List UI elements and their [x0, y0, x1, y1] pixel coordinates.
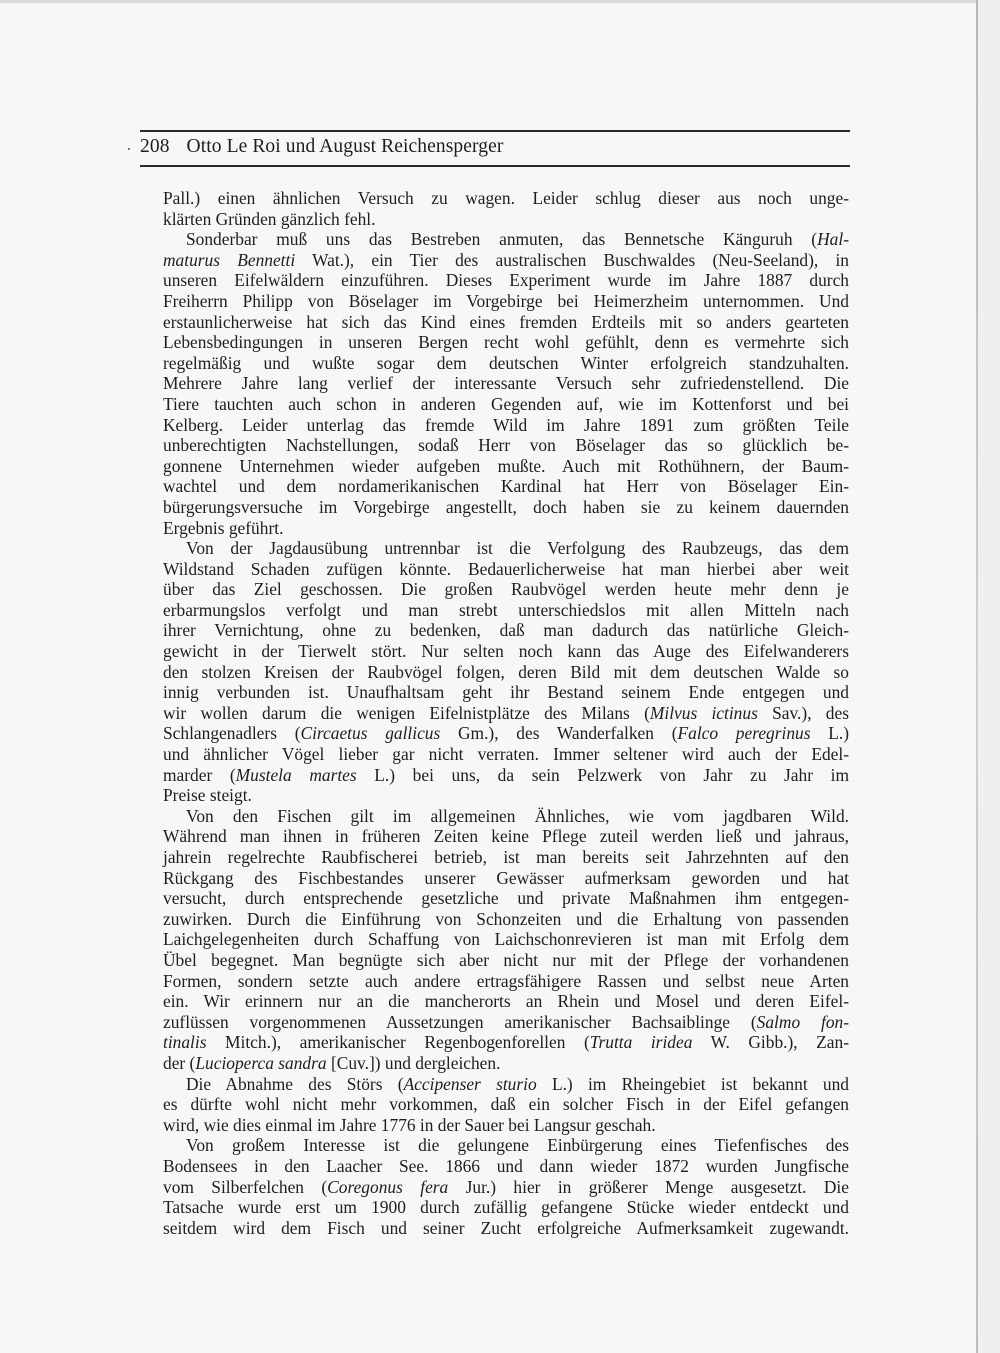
header-rule-top — [140, 130, 850, 132]
header-rule-bottom — [140, 165, 850, 167]
text-line: versucht, durch entsprechende gesetzliche und private Maßnahmen ihm entgegen- — [163, 888, 849, 909]
text-line: maturus Bennetti Wat.), ein Tier des australischen Buschwaldes (Neu-Seeland), in — [163, 249, 849, 270]
text-line: seitdem wird dem Fisch und seiner Zucht erfolgreiche Aufmerksamkeit zugewandt. — [163, 1217, 849, 1238]
text-line: innig verbunden ist. Unaufhaltsam geht ihr Bestand seinem Ende entgegen und — [163, 682, 849, 703]
text-line: marder (Mustela martes L.) bei uns, da sein Pelzwerk von Jahr zu Jahr im — [163, 764, 850, 785]
text-line: jahrein regelrechte Raubfischerei betrieb, ist man bereits seit Jahrzehnten auf den — [163, 847, 849, 867]
text-line: über das Ziel geschossen. Die großen Raubvögel werden heute mehr denn je — [163, 579, 849, 600]
text-line: Von der Jagdausübung untrennbar ist die Verfolgung des Raubzeugs, das dem — [186, 538, 849, 559]
text-line: unberechtigten Nachstellungen, sodaß Herr von Böselager das so glücklich be- — [163, 435, 849, 456]
page-number: 208 — [140, 136, 170, 157]
text-line: Von den Fischen gilt im allgemeinen Ähnliches, wie vom jagdbaren Wild. — [186, 805, 849, 826]
text-line: Bodensees in den Laacher See. 1866 und dann wieder 1872 wurden Jungfische — [163, 1155, 849, 1176]
text-line: Mehrere Jahre lang verlief der interessante Versuch sehr zufriedenstellend. Die — [163, 373, 849, 394]
text-line: Rückgang des Fischbestandes unserer Gewässer aufmerksam geworden und hat — [163, 867, 849, 888]
text-line: zuflüssen vorgenommenen Aussetzungen amerikanischer Bachsaiblinge (Salmo fon- — [163, 1011, 850, 1032]
scan-top-edge — [0, 0, 1000, 3]
text-line: Pall.) einen ähnlichen Versuch zu wagen. Leider schlug dieser aus noch unge- — [163, 188, 849, 208]
text-line: gewicht in der Tierwelt stört. Nur selten noch kann das Auge des Eifelwanderers — [163, 641, 849, 662]
text-line: Von großem Interesse ist die gelungene Einbürgerung eines Tiefenfisches des — [186, 1135, 849, 1156]
text-line: Tiere tauchten auch schon in anderen Gegenden auf, wie im Kottenforst und bei — [163, 393, 849, 414]
text-line: Die Abnahme des Störs (Accipenser sturio L.) im Rheingebiet ist bekannt und — [186, 1073, 849, 1094]
text-line: erbarmungslos verfolgt und man strebt unterschiedslos mit allen Mitteln nach — [163, 599, 849, 620]
scan-speck — [128, 148, 130, 150]
text-line: der (Lucioperca sandra [Cuv.]) und dergleichen. — [163, 1052, 501, 1073]
text-line: wir wollen darum die wenigen Eifelnistplätze des Milans (Milvus ictinus Sav.), des — [163, 702, 849, 723]
text-line: wachtel und dem nordamerikanischen Kardinal hat Herr von Böselager Ein- — [163, 476, 849, 497]
text-line: erstaunlicherweise hat sich das Kind eines fremden Erdteils mit so anders gearteten — [163, 311, 849, 332]
text-line: Lebensbedingungen in unseren Bergen recht wohl gefühlt, denn es vermehrte sich — [163, 332, 849, 353]
text-line: bürgerungsversuche im Vorgebirge angestellt, doch haben sie zu keinem dauernden — [163, 496, 849, 517]
text-line: Ergebnis geführt. — [163, 517, 284, 538]
running-header — [140, 136, 503, 158]
text-line: regelmäßig und wußte sogar dem deutschen Winter erfolgreich standzuhalten. — [163, 352, 849, 373]
text-line: Sonderbar muß uns das Bestreben anmuten, das Bennetsche Känguruh (Hal- — [186, 229, 849, 250]
text-line: Laichgelegenheiten durch Schaffung von Laichschonrevieren ist man mit Erfolg dem — [163, 929, 849, 950]
text-line: Preise steigt. — [163, 785, 252, 806]
text-line: Tatsache wurde erst um 1900 durch zufällig gefangene Stücke wieder entdeckt und — [163, 1197, 849, 1218]
text-line: Freiherrn Philipp von Böselager im Vorgebirge bei Heimerzheim unternommen. Und — [163, 290, 849, 311]
text-line: und ähnlicher Vögel lieber gar nicht verraten. Immer seltener wird auch der Edel- — [163, 744, 849, 765]
scan-gutter — [978, 0, 1000, 1353]
text-line: tinalis Mitch.), amerikanischer Regenbogenforellen (Trutta iridea W. Gibb.), Zan- — [163, 1032, 850, 1053]
text-line: wird, wie dies einmal im Jahre 1776 in der Sauer bei Langsur geschah. — [163, 1114, 656, 1135]
text-line: Kelberg. Leider unterlag das fremde Wild im Jahre 1891 zum größten Teile — [163, 414, 849, 435]
text-line: zuwirken. Durch die Einführung von Schonzeiten und die Erhaltung von passenden — [163, 908, 849, 929]
text-line: unseren Eifelwäldern einzuführen. Dieses Experiment wurde im Jahre 1887 durch — [163, 270, 849, 291]
text-line: ein. Wir erinnern nur an die mancherorts an Rhein und Mosel und deren Eifel- — [163, 991, 849, 1012]
text-line: Schlangenadlers (Circaetus gallicus Gm.), des Wanderfalken (Falco peregrinus L.) — [163, 723, 849, 744]
text-line: Übel begegnet. Man begnügte sich aber nicht nur mit der Pflege der vorhandenen — [163, 949, 849, 970]
text-line: Formen, sondern setzte auch andere ertragsfähigere Rassen und selbst neue Arten — [163, 970, 849, 991]
text-line: es dürfte wohl nicht mehr vorkommen, daß ein solcher Fisch in der Eifel gefangen — [163, 1094, 849, 1115]
body-text — [163, 188, 849, 1238]
page-edge-line — [976, 0, 978, 1353]
text-line: Während man ihnen in früheren Zeiten keine Pflege zuteil werden ließ und jahraus, — [163, 826, 849, 847]
running-title: Otto Le Roi und August Reichensperger — [186, 136, 504, 157]
text-line: Wildstand Schaden zufügen könnte. Bedauerlicherweise hat man hierbei aber weit — [163, 558, 849, 579]
text-line: klärten Gründen gänzlich fehl. — [163, 208, 376, 229]
text-line: vom Silberfelchen (Coregonus fera Jur.) hier in größerer Menge ausgesetzt. Die — [163, 1176, 849, 1197]
text-line: gonnene Unternehmen wieder aufgeben mußte. Auch mit Rothühnern, der Baum- — [163, 455, 849, 476]
text-line: den stolzen Kreisen der Raubvögel folgen, deren Bild mit dem deutschen Walde so — [163, 661, 849, 682]
text-line: ihrer Vernichtung, ohne zu bedenken, daß man dadurch das natürliche Gleich- — [163, 620, 849, 641]
